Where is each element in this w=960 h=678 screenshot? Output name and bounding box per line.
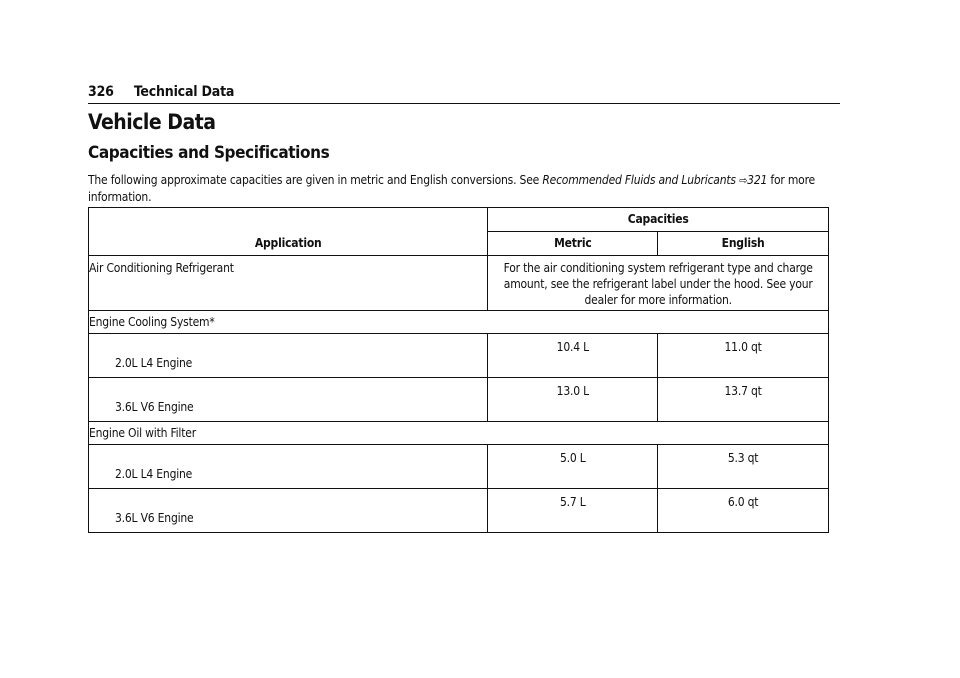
cross-reference-title: Recommended Fluids and Lubricants — [542, 173, 736, 187]
table-row — [89, 256, 829, 311]
refrigerant-note-cell: For the air conditioning system refrigerant type and charge amount, see the refrigerant label under the hood. See your dealer for more information. — [488, 256, 829, 311]
engine-cell: 3.6L V6 Engine — [89, 489, 488, 533]
section-title: Vehicle Data — [88, 110, 216, 134]
metric-cell: 10.4 L — [488, 334, 658, 378]
table-row — [89, 378, 829, 422]
table-group-row — [89, 422, 829, 445]
page-number: 326 — [88, 84, 114, 100]
header-application: Application — [89, 208, 488, 256]
table-row — [89, 489, 829, 533]
engine-cell: 2.0L L4 Engine — [89, 334, 488, 378]
capacities-table — [88, 207, 829, 533]
intro-text-after: for more information. — [88, 173, 816, 204]
engine-cell: 3.6L V6 Engine — [89, 378, 488, 422]
intro-text-before: The following approximate capacities are given in metric and English conversions. See — [88, 173, 543, 187]
english-cell: 11.0 qt — [658, 334, 829, 378]
metric-cell: 5.7 L — [488, 489, 658, 533]
header-english: English — [658, 232, 829, 256]
chapter-title: Technical Data — [133, 84, 235, 100]
header-capacities: Capacities — [488, 208, 829, 232]
application-cell: Air Conditioning Refrigerant — [89, 256, 488, 311]
english-cell: 13.7 qt — [658, 378, 829, 422]
header-metric: Metric — [488, 232, 658, 256]
cross-reference-page: 321 — [747, 173, 768, 187]
cross-reference-link[interactable] — [542, 173, 767, 187]
english-cell: 6.0 qt — [658, 489, 829, 533]
table-row — [89, 334, 829, 378]
table-group-row — [89, 311, 829, 334]
table-row — [89, 445, 829, 489]
page-reference-arrow-icon: ⇨ — [739, 174, 748, 187]
metric-cell: 5.0 L — [488, 445, 658, 489]
running-header — [88, 84, 840, 104]
intro-paragraph — [88, 172, 828, 205]
group-label-cell: Engine Oil with Filter — [89, 422, 829, 445]
group-label-cell: Engine Cooling System* — [89, 311, 829, 334]
table-header-row — [89, 208, 829, 232]
subsection-title: Capacities and Specifications — [88, 143, 330, 163]
english-cell: 5.3 qt — [658, 445, 829, 489]
engine-cell: 2.0L L4 Engine — [89, 445, 488, 489]
metric-cell: 13.0 L — [488, 378, 658, 422]
